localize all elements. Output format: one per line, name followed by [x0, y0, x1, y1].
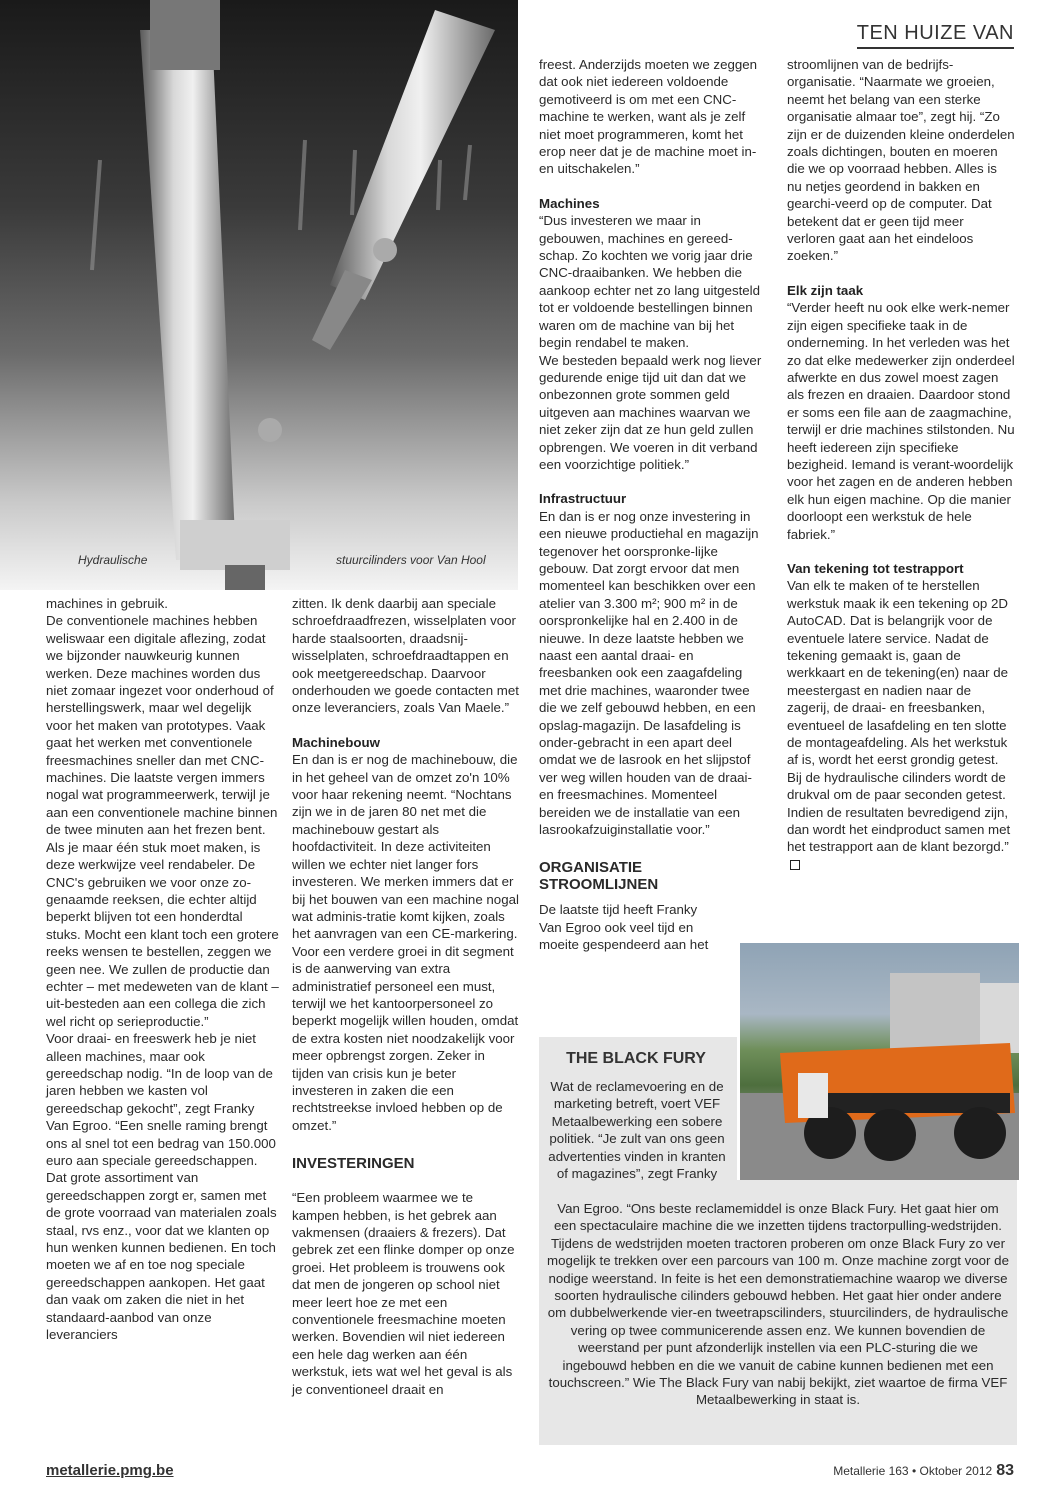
heading-investeringen: INVESTERINGEN	[292, 1155, 415, 1173]
paragraph: “Verder heeft nu ook elke werk-nemer zijn eigen specifieke taak in de onderneming. In het verleden was het zo dat elke medewerker zijn onderdeel afwerkte en dus zowel moest zagen als frezen en draaien. Daardoor stond er soms een file aan de zaagmachine, terwijl er drie machines stilstonden. Nu heeft iedereen zijn specifieke bezigheid. Iemand is verant-woordelijk voor het zagen en de anderen hebben elk hun eigen machine. Op die manier doorloopt een werkstuk de hele fabriek.”	[787, 300, 1015, 542]
box-title: THE BLACK FURY	[566, 1050, 706, 1067]
article-column-2	[292, 595, 520, 1398]
article-column-4	[787, 56, 1015, 873]
paragraph: machines in gebruik.	[46, 596, 168, 611]
subheading-tekening-testrapport: Van tekening tot testrapport	[787, 560, 964, 576]
subheading-machinebouw: Machinebouw	[292, 734, 380, 750]
photo-caption-left: Hydraulische	[78, 553, 148, 567]
box-text-intro: Wat de reclamevoering en de marketing betreft, voert VEF Metaalbewerking een sobere politiek. “Je zult van ons geen advertenties vinden in kranten of magazines”, zegt Franky	[548, 1079, 726, 1182]
paragraph: Van elk te maken of te herstellen werkstuk maak ik een tekening op 2D AutoCAD. Dat is belangrijk voor de eventuele latere service. Nadat de tekening gemaakt is, gaan de werkkaart en de tekening(en) naar de meestergast en nadien naar de zagerij, de draai- en freesbanken, eventueel de lasafdeling en ten slotte de montageafdeling. Als het werkstuk af is, wordt het eerst grondig getest. Bij de hydraulische cilinders wordt de drukval om de paar seconden getest.	[787, 578, 1009, 803]
paragraph: De laatste tijd heeft Franky Van Egroo ook veel tijd en moeite gespendeerd aan het	[539, 902, 709, 953]
footer-issue	[833, 1462, 1014, 1480]
paragraph-text: Indien de resultaten bevredigend zijn, dan wordt het eindproduct samen met het testrapport aan de klant bezorgd.”	[787, 804, 1011, 855]
article-column-3	[539, 56, 765, 954]
subheading-infrastructuur: Infrastructuur	[539, 491, 627, 507]
heading-organisatie: ORGANISATIE	[539, 859, 643, 877]
article-column-1	[46, 595, 280, 1343]
paragraph: freest. Anderzijds moeten we zeggen dat ook niet iedereen voldoende gemotiveerd is om met een CNC-machine te werken, want als je zelf niet moet programmeren, komt het erop neer dat je de machine moet in- en uitschakelen.”	[539, 57, 758, 177]
footer-website-link[interactable]: metallerie.pmg.be	[46, 1462, 174, 1479]
photo-caption-right: stuurcilinders voor Van Hool	[336, 553, 486, 567]
paragraph: zitten. Ik denk daarbij aan speciale schroefdraadfrezen, wisselplaten voor harde staalsoorten, draadsnij-wisselplaten, schroefdraadtappen en ook meetgereedschap. Daarvoor onderhouden we goede contacten met onze leveranciers, zoals Van Maele.”	[292, 596, 519, 716]
black-fury-machine-photo	[737, 940, 1019, 1180]
paragraph: En dan is er nog onze investering in een nieuwe productiehal en magazijn tegenover het oorspronke-lijke gebouw. Dat zorgt ervoor dat men momenteel kan beschikken over een atelier van 3.300 m²; 900 m² in de oorspronkelijke hal en 2.400 in de nieuwe. In deze laatste hebben we naast een aantal draai- en freesbanken ook een zaagafdeling met drie machines, waaronder twee die we zelf gebouwd hebben, en een opslag-magazijn. De lasafdeling is onder-gebracht in een apart deel omdat we de lasrook en het slijpstof ver weg willen houden van de draai- en freesmachines. Momenteel bereiden we de installatie van een lasrookafzuiginstallatie voor.”	[539, 508, 759, 838]
paragraph: En dan is er nog de machinebouw, die in het geheel van de omzet zo'n 10% voor haar rekening neemt. “Nochtans zijn we in de jaren 80 net met die machinebouw gestart als hoofdactiviteit. In deze activiteiten willen we echter niet langer fors investeren. We merken immers dat er bij het bouwen van een machine nogal wat adminis-tratie komt kijken, zoals het aanvragen van een CE-markering. Voor een verdere groei in dit segment is de aanwerving van extra administratief personeel een must, terwijl we het kantoorpersoneel zo beperkt mogelijk willen houden, omdat de extra kosten niet noodzakelijk voor meer opbrengst zorgen. Zeker in tijden van crisis kun je beter investeren in zaken die een rechtstreekse invloed hebben op de omzet.”	[292, 752, 519, 1133]
paragraph: Voor draai- en freeswerk heb je niet alleen machines, maar ook gereedschap nodig. “In de loop van de jaren hebben we kasten vol gereedschap gekocht”, zegt Franky Van Egroo. “Een snelle raming brengt ons al snel tot een bedrag van 150.000 euro aan speciale gereedschappen. Dat grote assortiment van gereedschappen zorgt er, samen met de grote voorraad van materialen zoals staal, rvs enz., voor dat we klanten op hun wenken kunnen bedienen. En toch moeten we af en toe nog speciale gereedschappen aankopen. Het gaat dan vaak om zaken die niet in het standaard-aanbod van onze leveranciers	[46, 1031, 277, 1343]
heading-stroomlijnen: STROOMLIJNEN	[539, 876, 659, 894]
page-number: 83	[996, 1462, 1014, 1479]
paragraph: “Dus investeren we maar in gebouwen, machines en gereed-schap. Zo kochten we vorig jaar drie CNC-draaibanken. We hebben die aankoop echter net zo lang uitgesteld tot er voldoende bestellingen binnen waren om de machine van bij het begin rendabel te maken.	[539, 213, 761, 351]
subheading-elk-zijn-taak: Elk zijn taak	[787, 282, 864, 298]
paragraph: “Een probleem waarmee we te kampen hebben, is het gebrek aan vakmensen (draaiers & frezers). Dat gebrek zet een flinke domper op onze groei. Het probleem is trouwens ook dat men de jongeren op school niet meer leert hoe ze met een conventionele freesmachine moeten werken. Bovendien wil niet iedereen een hele dag werken aan één werkstuk, iets wat wel het geval is als je conventioneel draait en	[292, 1190, 515, 1397]
end-mark-icon	[790, 860, 800, 870]
paragraph: stroomlijnen van de bedrijfs-organisatie. “Naarmate we groeien, neemt het belang van een sterke organisatie almaar toe”, zegt hij. “Zo zijn er de duizenden kleine onderdelen zoals dichtingen, bouten en moeren die we op voorraad hebben. Alles is nu netjes geordend in bakken en gearchi-veerd op de computer. Dat betekent dat er geen tijd meer verloren gaat aan het eindeloos zoeken.”	[787, 57, 1015, 264]
box-text-body: Van Egroo. “Ons beste reclamemiddel is onze Black Fury. Het gaat hier om een spectaculaire machine die we inzetten tijdens tractorpulling-wedstrijden. Tijdens de wedstrijden moeten tractoren proberen om onze Black Fury zo ver mogelijk te trekken over een parcours van 100 m. Onze machine zorgt voor de nodige weerstand. In feite is het een demonstratiemachine waarop we diverse soorten hydraulische cilinders gebouwd hebben. Het gaat hier onder andere om dubbelwerkende vier-en tweetrapscilinders, stuurcilinders, de hydraulische vering op twee communicerende assen enz. We kunnen bovendien de weerstand per punt afzonderlijk instellen via een PLC-sturing die we ingebouwd hebben en die we vanuit de cabine kunnen bedienen met een touchscreen.” Wie The Black Fury van nabij bekijkt, ziet waartoe de firma VEF Metaalbewerking in staat is.	[547, 1201, 1009, 1408]
paragraph: We besteden bepaald werk nog liever gedurende enige tijd uit dan dat we onbezonnen grote sommen geld uitgeven aan machines waarvan we niet zeker zijn dat ze hun geld zullen opbrengen. We voeren in dit verband een voorzichtige politiek.”	[539, 352, 762, 472]
section-header: TEN HUIZE VAN	[857, 22, 1014, 49]
issue-label: Metallerie 163 • Oktober 2012	[833, 1464, 993, 1478]
subheading-machines: Machines	[539, 195, 600, 211]
paragraph	[787, 804, 1015, 874]
hydraulic-cylinders-photo	[0, 0, 518, 590]
paragraph: De conventionele machines hebben weliswaar een digitale aflezing, zodat we bijzonder nauwkeurig kunnen werken. Deze machines worden dus niet zomaar ingezet voor onderhoud of herstellingswerk, maar wel degelijk voor het maken van prototypes. Vaak gaat het werken met conventionele freesmachines sneller dan met CNC-machines. Die laatste vergen immers nogal wat programmeerwerk, terwijl je aan een conventionele machine binnen de twee minuten aan het frezen bent. Als je maar één stuk moet maken, is deze werkwijze veel rendabeler. De CNC's gebruiken we voor onze zo-genaamde reeksen, die echter altijd beperkt blijven tot een honderdtal stuks. Mocht een klant toch een grotere reeks wensen te bestellen, zeggen we geen nee. We zullen de productie dan echter – met medeweten van de klant – uit-besteden aan een collega die zich wel richt op serieproductie.”	[46, 613, 279, 1029]
